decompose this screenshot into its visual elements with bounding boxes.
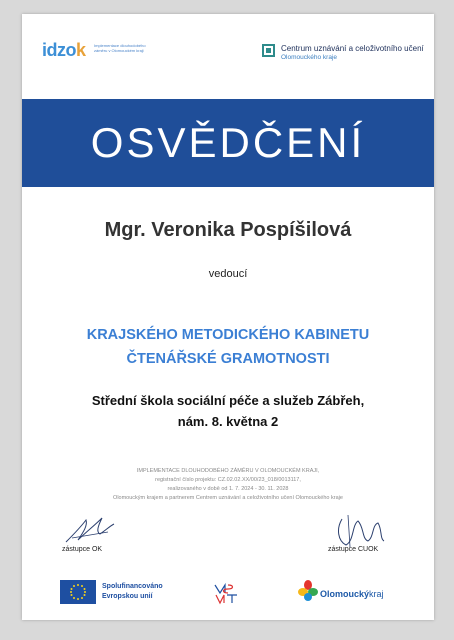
implementation-note (22, 467, 434, 503)
cabinet-line-1: KRAJSKÉHO METODICKÉHO KABINETU (86, 327, 370, 343)
signature-ok (62, 512, 118, 546)
signature-ok-label: zástupce OK (62, 546, 103, 553)
school-name (22, 390, 434, 432)
certificate-title: OSVĚDČENÍ (90, 119, 366, 166)
msmt-logo (212, 581, 240, 605)
signature-cuok-label: zástupce CUOK (328, 546, 379, 553)
implementation-line-4: Olomouckým krajem a partnerem Centrem uznávání a celoživotního učení Olomouckého kraje (113, 495, 343, 501)
implementation-line-3: realizovaného v době od 1. 7. 2024 - 30. 11. 2028 (167, 486, 289, 492)
eu-flag-icon (60, 580, 96, 604)
idzo-logo-word: idzok (42, 40, 86, 60)
cuok-subtitle: Olomouckého kraje (281, 54, 337, 61)
cuok-title: Centrum uznávání a celoživotního učení (281, 44, 424, 53)
idzo-logo-subtitle: Implementace dlouhodobého záměru v Olomouckém kraji (94, 43, 146, 53)
eu-cofunding-text (102, 582, 163, 602)
implementation-line-1: IMPLEMENTACE DLOUHODOBÉHO ZÁMĚRU V OLOMOUCKÉM KRAJI, (136, 468, 320, 474)
eu-text-line-1: Spolufinancováno (102, 583, 163, 590)
signature-cuok (328, 511, 388, 551)
olomoucky-kraj-flower-icon (298, 580, 318, 602)
cuok-logo (262, 44, 427, 70)
idzo-logo (42, 40, 152, 66)
recipient-name: Mgr. Veronika Pospíšilová (104, 219, 352, 241)
certificate-page (22, 14, 434, 620)
school-line-2: nám. 8. května 2 (177, 414, 279, 429)
cuok-logo-icon (262, 44, 275, 57)
eu-cofunding-logo (60, 580, 190, 606)
eu-text-line-2: Evropskou unií (102, 593, 153, 600)
recipient-role: vedoucí (208, 268, 248, 280)
school-line-1: Střední škola sociální péče a služeb Zábřeh, (91, 393, 365, 408)
implementation-line-2: registrační číslo projektu: CZ.02.02.XX/00/23_018/0013117, (155, 477, 301, 483)
cabinet-line-2: ČTENÁŘSKÉ GRAMOTNOSTI (126, 351, 330, 367)
cabinet-name (22, 323, 434, 371)
olomoucky-kraj-logo (298, 580, 418, 606)
title-banner (22, 99, 434, 187)
olomoucky-kraj-text: Olomouckýkraj (320, 589, 384, 599)
